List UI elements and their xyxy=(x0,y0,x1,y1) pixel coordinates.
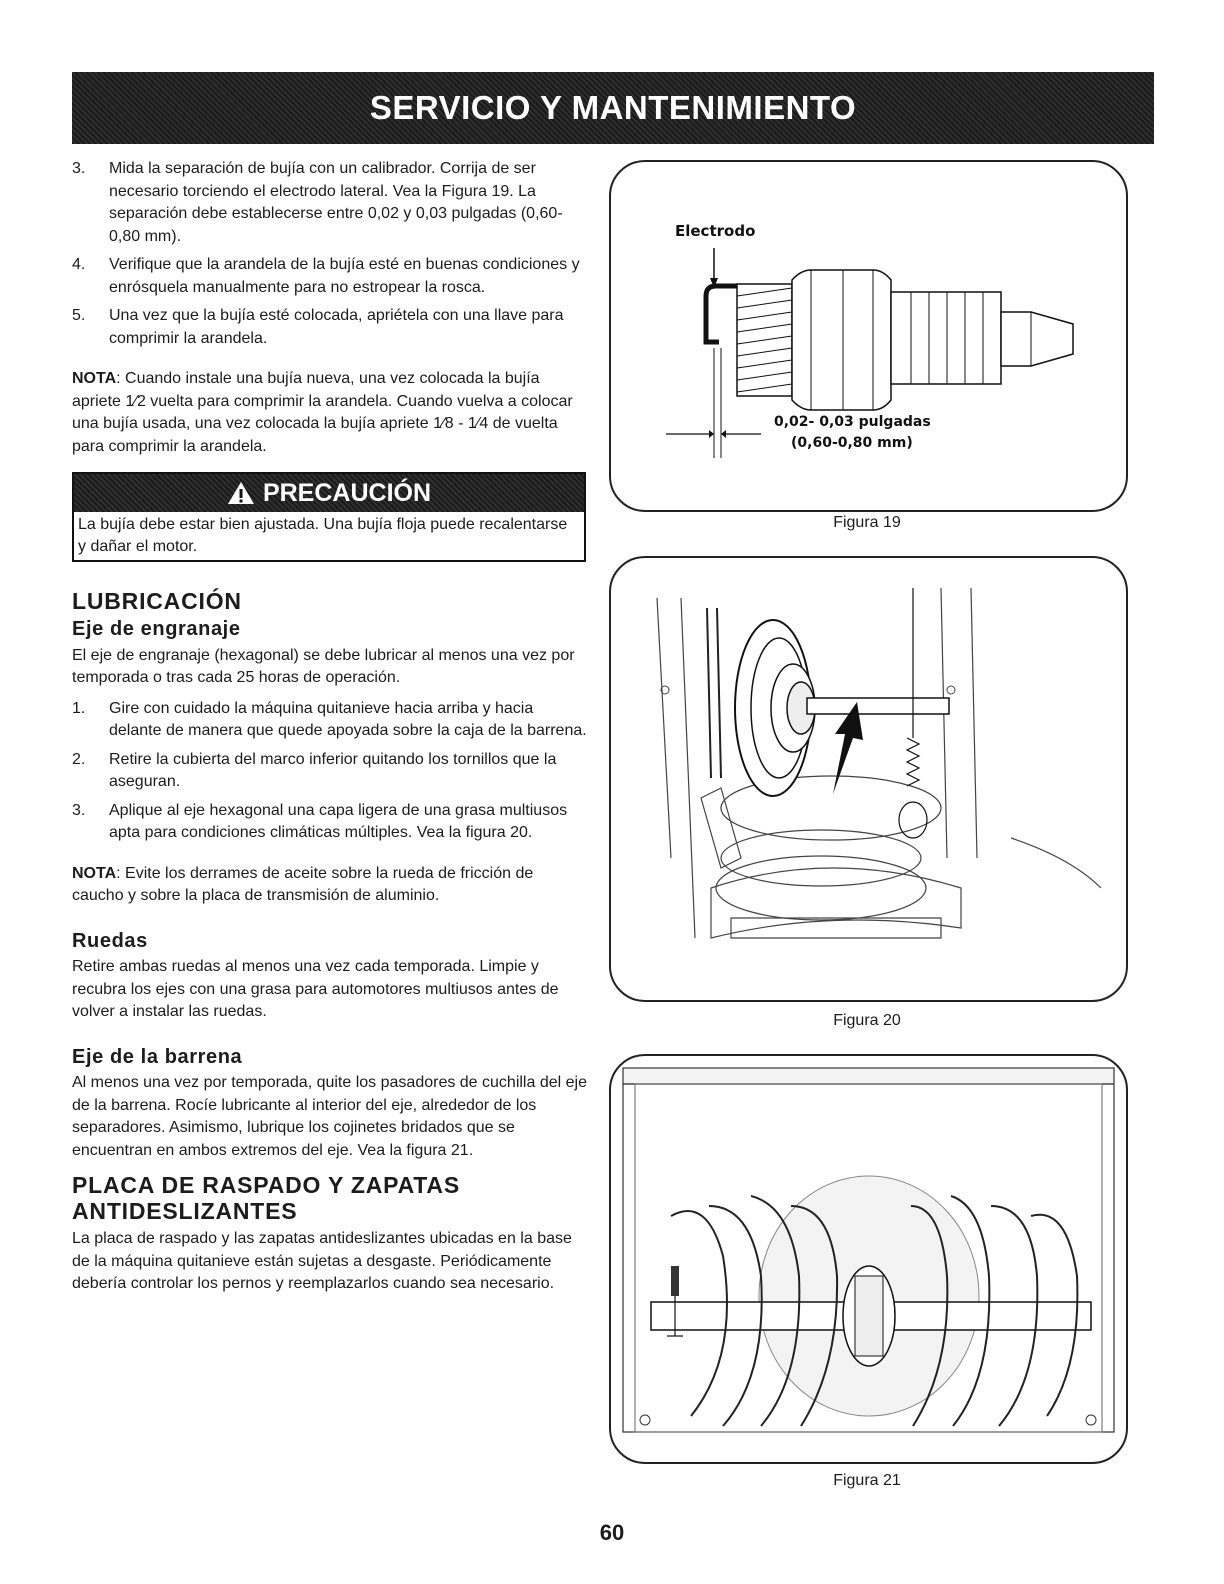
left-column xyxy=(72,158,588,1304)
lubrication-heading: LUBRICACIÓN xyxy=(72,588,242,614)
section-title: SERVICIO Y MANTENIMIENTO xyxy=(369,89,857,126)
step-number: 3. xyxy=(72,801,86,819)
scraper-text: La placa de raspado y las zapatas antideslizantes ubicadas en la base de la máquina quitanieve están sujetas a desgaste. Periódicamente debería controlar los pernos y reemplazarlos cuando sea necesario. xyxy=(72,1230,572,1292)
step-text: Una vez que la bujía esté colocada, apriétela con una llave para comprimir la arandela. xyxy=(109,307,564,347)
step-item xyxy=(72,254,588,299)
wheels-text: Retire ambas ruedas al menos una vez cada temporada. Limpie y recubra los ejes con una grasa para automotores multiusos antes de volver a instalar las ruedas. xyxy=(72,958,559,1020)
auger-shaft-heading: Eje de la barrena xyxy=(72,1045,243,1068)
step-number: 1. xyxy=(72,699,86,717)
gap-inches-label: 0,02- 0,03 pulgadas xyxy=(774,414,931,430)
figure-19-caption: Figura 19 xyxy=(833,514,901,531)
gear-shaft-intro: El eje de engranaje (hexagonal) se debe lubricar al menos una vez por temporada o tras cada 25 horas de operación. xyxy=(72,646,575,686)
section-header-band xyxy=(72,72,1154,144)
step-item xyxy=(72,305,588,350)
step-text: Mida la separación de bujía con un calibrador. Corrija de ser necesario torciendo el electrodo lateral. Vea la Figura 19. La separación debe establecerse entre 0,02 y 0,03 pulgadas (0,60-0,80 mm). xyxy=(109,160,563,245)
figure-20-caption: Figura 20 xyxy=(833,1012,901,1029)
step-text: Verifique que la arandela de la bujía esté en buenas condiciones y enrósquela manualmente para no estropear la rosca. xyxy=(109,256,580,296)
note-text: : Cuando instale una bujía nueva, una vez colocada la bujía apriete 1⁄2 vuelta para comprimir la arandela. Cuando vuelva a colocar una bujía usada, una vez colocada la bujía apriete 1⁄8 - 1⁄4 de vuelta para comprimir la arandela. xyxy=(72,370,573,455)
step-text: Aplique al eje hexagonal una capa ligera de una grasa multiusos apta para condiciones climáticas múltiples. Vea la figura 20. xyxy=(109,801,568,841)
step-number: 3. xyxy=(72,160,86,177)
caution-header xyxy=(74,474,584,512)
gear-shaft-heading: Eje de engranaje xyxy=(72,618,241,640)
step-item xyxy=(72,749,588,794)
spark-plug-illustration xyxy=(611,162,1126,510)
electrode-label: Electrodo xyxy=(675,222,756,240)
step-item xyxy=(72,800,588,845)
step-item xyxy=(72,698,588,743)
note-text: : Evite los derrames de aceite sobre la rueda de fricción de caucho y sobre la placa de transmisión de aluminio. xyxy=(72,864,534,904)
step-text: Gire con cuidado la máquina quitanieve hacia arriba y hacia delante de manera que quede apoyada sobre la caja de la barrena. xyxy=(109,699,587,739)
note-paragraph xyxy=(72,368,588,458)
step-text: Retire la cubierta del marco inferior quitando los tornillos que la aseguran. xyxy=(109,750,557,790)
step-item xyxy=(72,158,588,248)
caution-box xyxy=(72,472,586,562)
wheels-heading: Ruedas xyxy=(72,929,148,952)
note-label: NOTA xyxy=(72,370,117,387)
caution-text: La bujía debe estar bien ajustada. Una bujía floja puede recalentarse y dañar el motor. xyxy=(78,516,568,555)
auger-shaft-text: Al menos una vez por temporada, quite los pasadores de cuchilla del eje de la barrena. Rocíe lubricante al interior del eje, alrededor de los separadores. Asimismo, lubrique los cojinetes bridados que se encuentran en ambos extremos del eje. Vea la figura 21. xyxy=(72,1074,587,1159)
scraper-heading: PLACA DE RASPADO Y ZAPATAS ANTIDESLIZANTES xyxy=(72,1172,460,1224)
gap-mm-label: (0,60-0,80 mm) xyxy=(791,435,913,451)
figure-20-frame xyxy=(609,556,1128,1002)
page-number: 60 xyxy=(599,1520,625,1545)
note-label: NOTA xyxy=(72,864,117,882)
figure-21-frame xyxy=(609,1054,1128,1464)
figure-19-frame xyxy=(609,160,1128,512)
figure-21-caption: Figura 21 xyxy=(833,1472,901,1489)
step-number: 2. xyxy=(72,750,86,768)
auger-illustration xyxy=(611,1056,1126,1462)
step-number: 5. xyxy=(72,307,86,324)
gear-shaft-illustration xyxy=(611,558,1126,1000)
note-paragraph xyxy=(72,863,588,908)
caution-title: PRECAUCIÓN xyxy=(262,478,432,507)
step-number: 4. xyxy=(72,256,86,273)
warning-triangle-icon xyxy=(227,480,255,506)
